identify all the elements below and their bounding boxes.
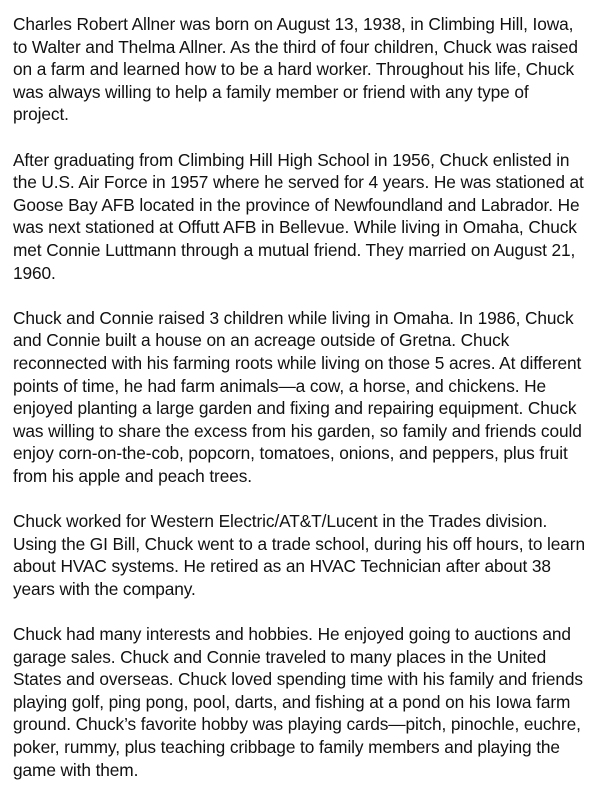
obituary-text <box>13 13 588 781</box>
paragraph-early-life: Charles Robert Allner was born on August 13, 1938, in Climbing Hill, Iowa, to Walter and Thelma Allner. As the third of four children, Chuck was raised on a farm and learned how to be a hard worker. Throughout his life, Chuck was always willing to help a family member or friend with any type of project. <box>13 14 578 125</box>
paragraph-family-acreage: Chuck and Connie raised 3 children while living in Omaha. In 1986, Chuck and Connie built a house on an acreage outside of Gretna. Chuck reconnected with his farming roots while living on those 5 acres. At different points of time, he had farm animals—a cow, a horse, and chickens. He enjoyed planting a large garden and fixing and repairing equipment. Chuck was willing to share the excess from his garden, so family and friends could enjoy corn-on-the-cob, popcorn, tomatoes, onions, and peppers, plus fruit from his apple and peach trees. <box>13 307 582 486</box>
paragraph-career: Chuck worked for Western Electric/AT&T/Lucent in the Trades division. Using the GI Bill, Chuck went to a trade school, during his off hours, to learn about HVAC systems. He retired as an HVAC Technician after about 38 years with the company. <box>13 511 585 599</box>
paragraph-hobbies: Chuck had many interests and hobbies. He enjoyed going to auctions and garage sales. Chuck and Connie traveled to many places in the United States and overseas. Chuck loved spending time with his family and friends playing golf, ping pong, pool, darts, and fishing at a pond on his Iowa farm ground. Chuck’s favorite hobby was playing cards—pitch, pinochle, euchre, poker, rummy, plus teaching cribbage to family members and playing the game with them. <box>13 624 583 780</box>
paragraph-military-service: After graduating from Climbing Hill High School in 1956, Chuck enlisted in the U.S. Air Force in 1957 where he served for 4 years. He was stationed at Goose Bay AFB located in the province of Newfoundland and Labrador. He was next stationed at Offutt AFB in Bellevue. While living in Omaha, Chuck met Connie Luttmann through a mutual friend. They married on August 21, 1960. <box>13 149 584 283</box>
